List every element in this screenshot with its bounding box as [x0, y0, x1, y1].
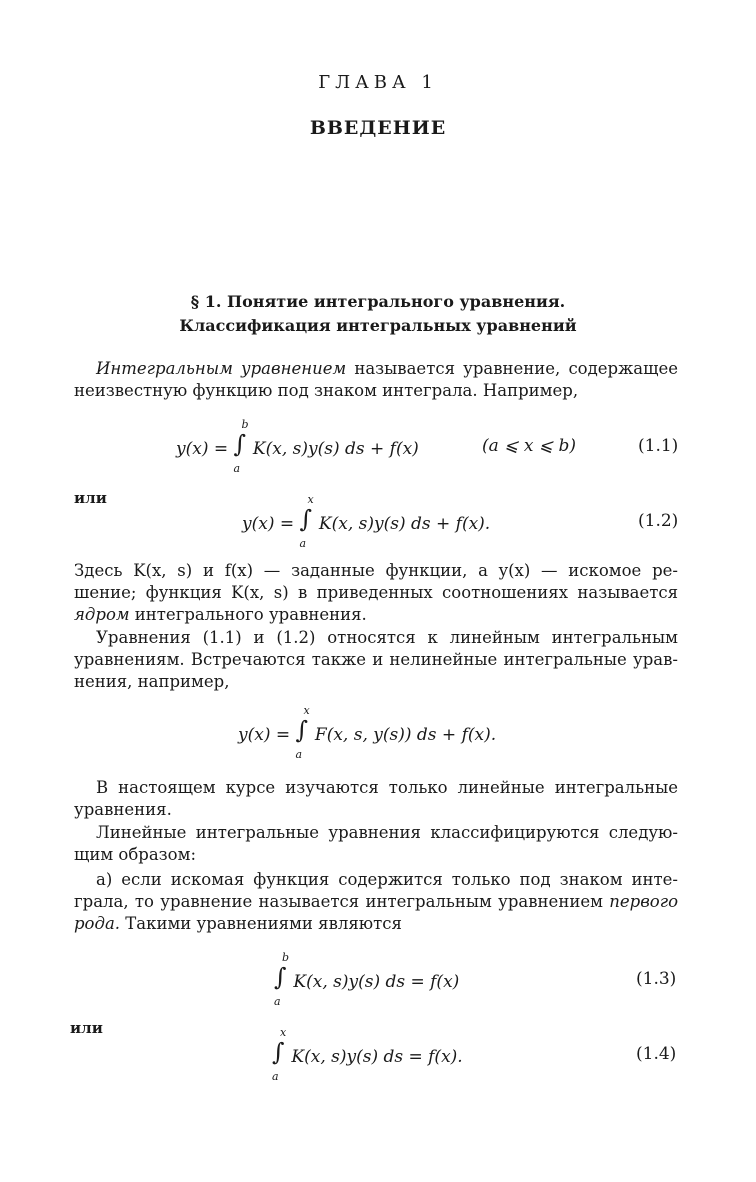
equation-1-4: ∫ x a K(x, s)y(s) ds = f(x). [272, 1026, 463, 1083]
equation-number-1-3: (1.3) [636, 969, 677, 989]
integral-sign: ∫ x a [272, 1026, 287, 1083]
word-or-2: или [70, 1019, 103, 1037]
integral-sign: ∫ x a [299, 493, 314, 550]
term-kind: рода. [74, 914, 121, 933]
equation-1-1: y(x) = ∫ b a K(x, s)y(s) ds + f(x) [176, 418, 419, 475]
equation-number-1-2: (1.2) [638, 511, 679, 531]
equation-number-1-4: (1.4) [636, 1044, 677, 1064]
paragraph-first-kind: а) если искомая функция содержится только под знаком инте- грала, то уравнение называется интегральным уравнением первого рода. Такими уравнениями являются [74, 870, 678, 933]
chapter-label: ГЛАВА 1 [318, 72, 438, 93]
equation-number-1-1: (1.1) [638, 436, 679, 456]
section-heading-line1: § 1. Понятие интегрального уравнения. [190, 292, 566, 311]
chapter-title: ВВЕДЕНИЕ [309, 117, 447, 139]
paragraph-kernel: Здесь K(x, s) и f(x) — заданные функции, а y(x) — искомое ре- шение; функция K(x, s) в приведенных соотношениях называется ядром интегрального уравнения. [74, 561, 678, 624]
paragraph-classification: Линейные интегральные уравнения классифицируются следую- щим образом: [74, 823, 678, 864]
paragraph-linear: Уравнения (1.1) и (1.2) относятся к линейным интегральным уравнениям. Встречаются также и нелинейные интегральные урав- нения, например, [74, 628, 678, 691]
integral-sign: ∫ x a [295, 704, 310, 761]
term-integral-equation: Интегральным уравнением [96, 359, 347, 378]
equation-1-1-condition: (a ⩽ x ⩽ b) [482, 436, 576, 456]
word-or: или [74, 489, 107, 507]
paragraph-course: В настоящем курсе изучаются только линейные интегральные уравнения. [74, 778, 678, 819]
equation-nonlinear: y(x) = ∫ x a F(x, s, y(s)) ds + f(x). [238, 704, 497, 761]
term-first: первого [609, 892, 678, 911]
equation-1-3: ∫ b a K(x, s)y(s) ds = f(x) [274, 951, 460, 1008]
term-kernel: ядром [74, 605, 130, 624]
section-heading-line2: Классификация интегральных уравнений [179, 316, 577, 335]
integral-sign: ∫ b a [233, 418, 249, 475]
paragraph-definition: Интегральным уравнением называется уравнение, содержащее неизвестную функцию под знаком интеграла. Например, [74, 359, 678, 400]
equation-1-2: y(x) = ∫ x a K(x, s)y(s) ds + f(x). [242, 493, 491, 550]
integral-sign: ∫ b a [274, 951, 290, 1008]
